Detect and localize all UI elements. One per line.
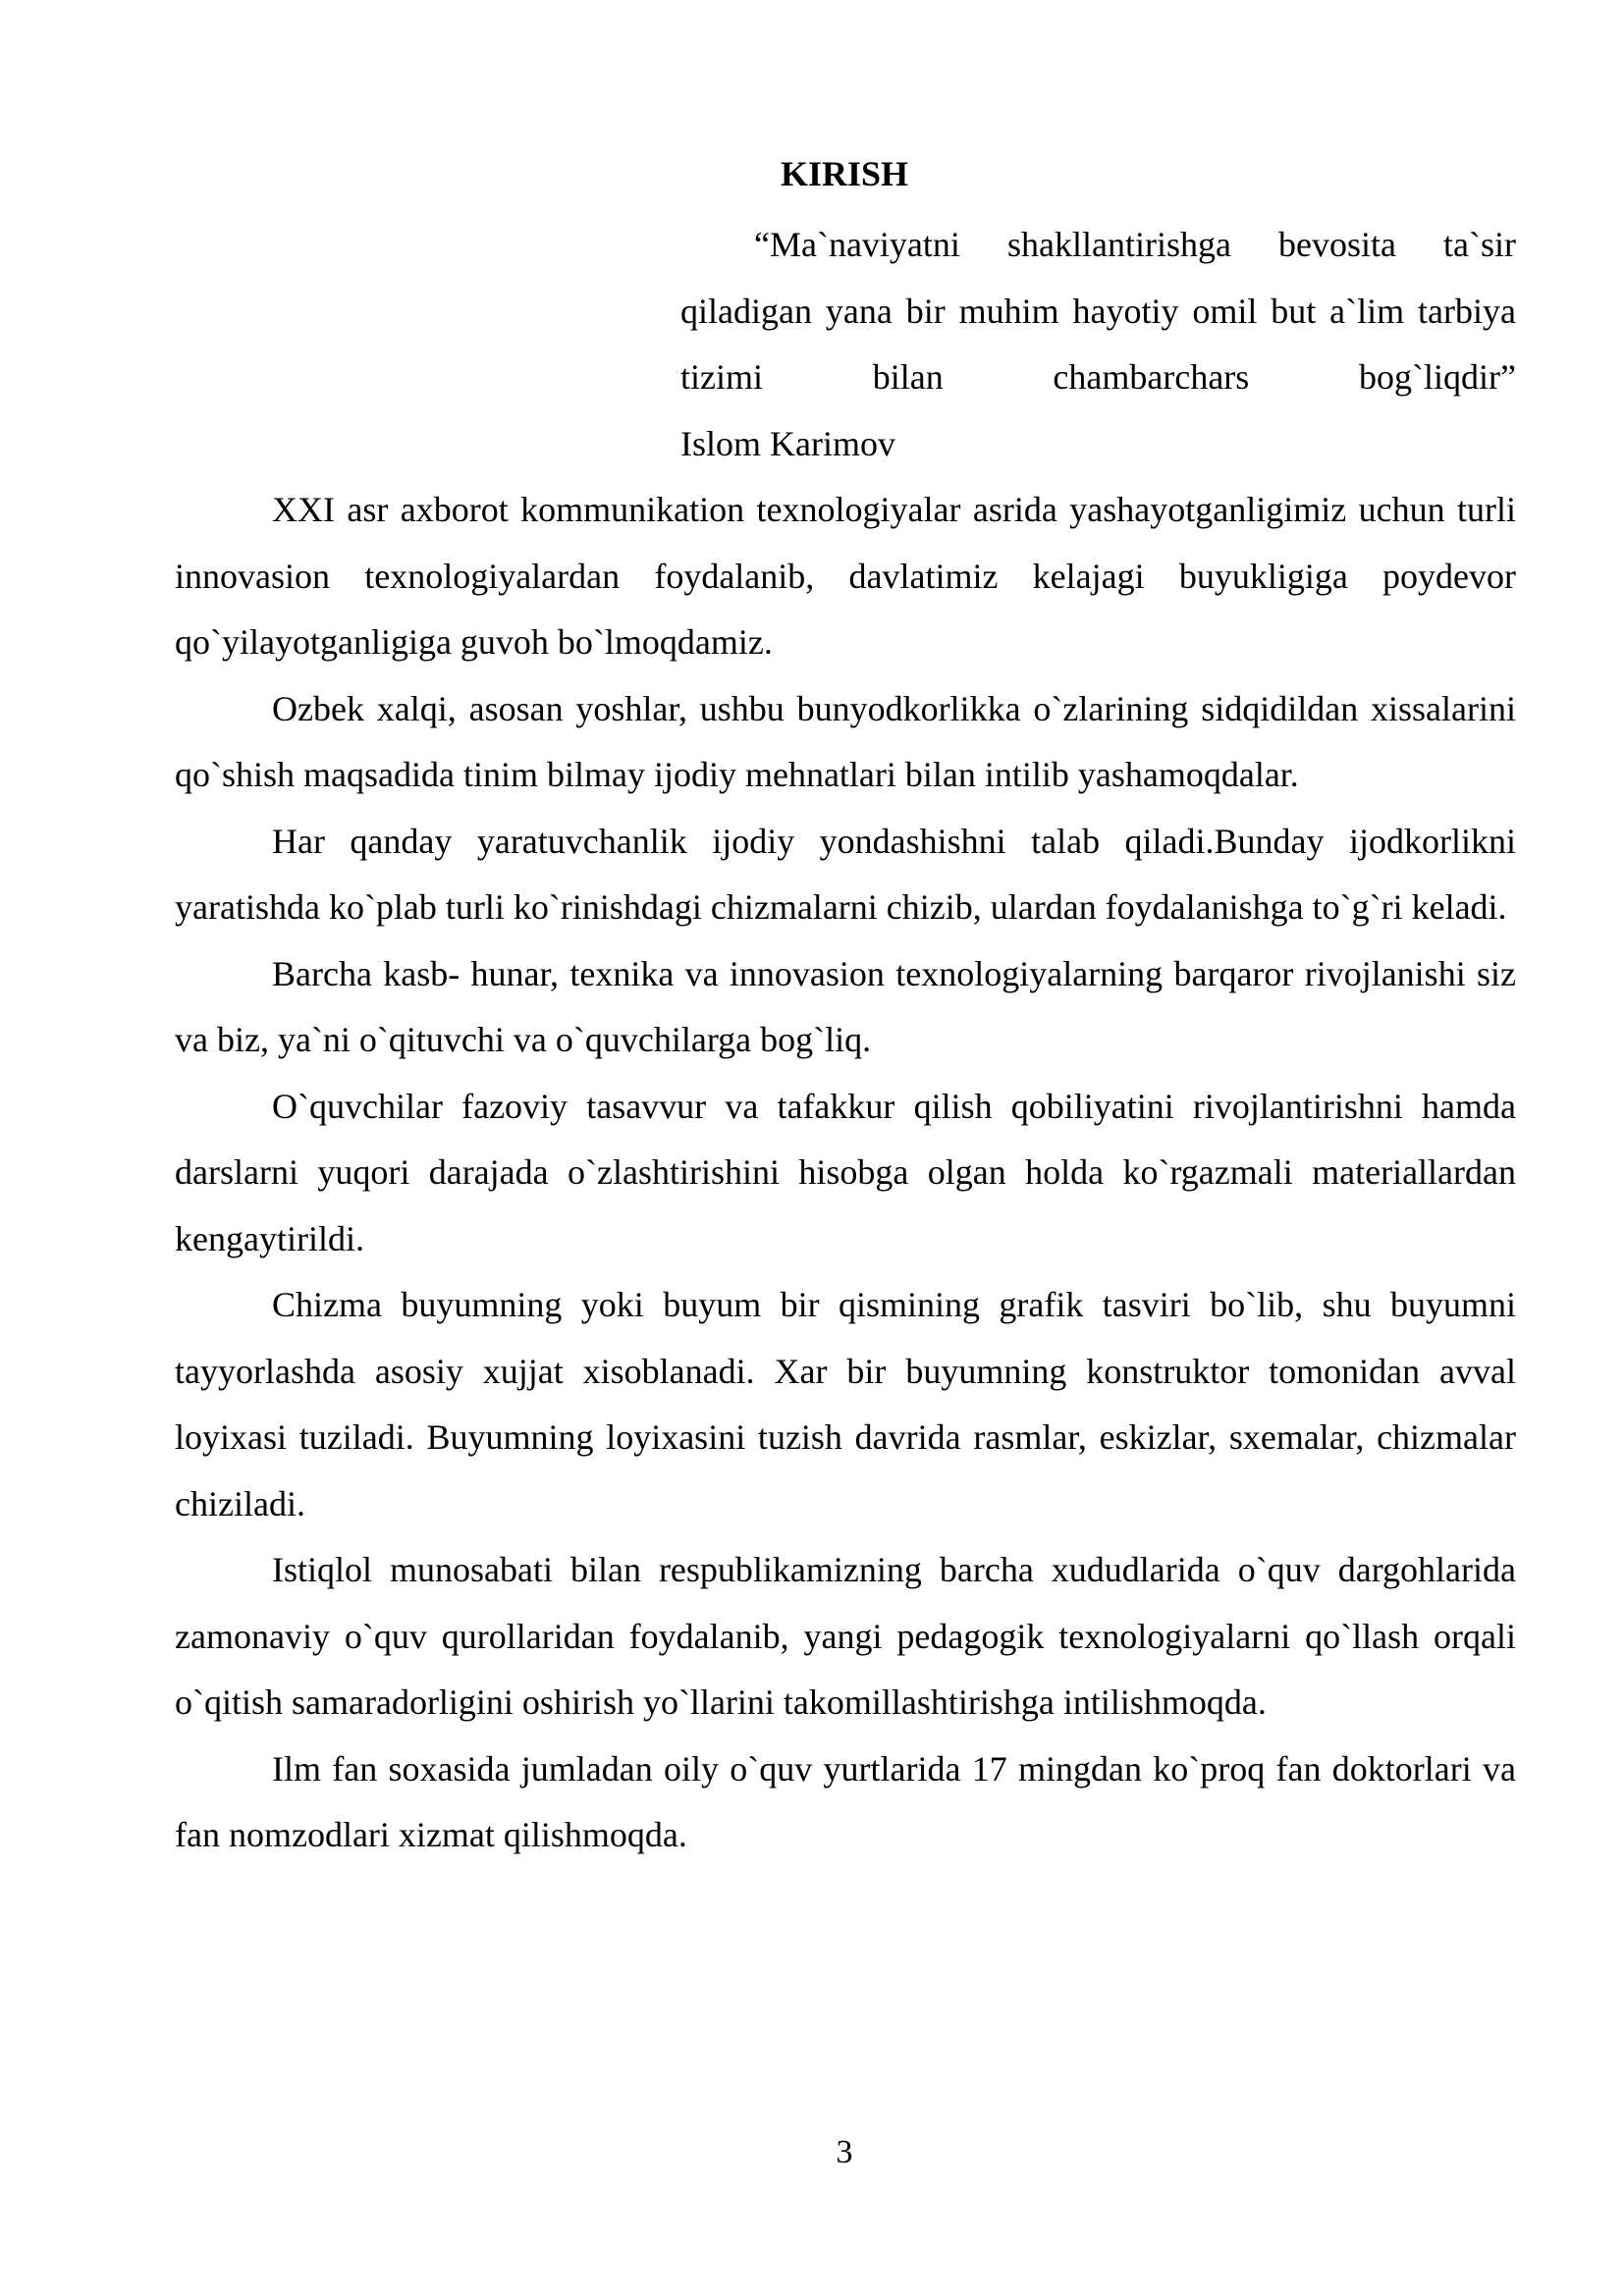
epigraph-author: Islom Karimov [680,423,895,463]
paragraph: Barcha kasb- hunar, texnika va innovasion texnologiyalarning barqaror rivojlanishi siz va biz, ya`ni o`qituvchi va o`quvchilarga bog`liq. [175,953,1516,1059]
page-number: 3 [836,2134,853,2170]
paragraph: Ozbek xalqi, asosan yoshlar, ushbu bunyodkorlikka o`zlarining sidqidildan xissalarini qo`shish maqsadida tinim bilmay ijodiy mehnatlari bilan intilib yashamoqdalar. [175,688,1516,794]
paragraph: O`quvchilar fazoviy tasavvur va tafakkur qilish qobiliyatini rivojlantirishni hamda darslarni yuqori darajada o`zlashtirishini hisobga olgan holda ko`rgazmali materiallardan kengaytirildi. [175,1086,1516,1258]
page-title: KIRISH [780,154,909,193]
epigraph [680,212,1516,477]
paragraph: Istiqlol munosabati bilan respublikamizning barcha xududlarida o`quv dargohlarida zamonaviy o`quv qurollaridan foydalanib, yangi pedagogik texnologiyalarni qo`llash orqali o`qitish samaradorligini oshirish yo`llarini takomillashtirishga intilishmoqda. [175,1550,1516,1722]
paragraph: Chizma buyumning yoki buyum bir qismining grafik tasviri bo`lib, shu buyumni tayyorlashda asosiy xujjat xisoblanadi. Xar bir buyumning konstruktor tomonidan avval loyixasi tuziladi. Buyumning loyixasini tuzish davrida rasmlar, eskizlar, sxemalar, chizmalar chiziladi. [175,1285,1516,1523]
body-text [175,477,1516,1869]
paragraph: Har qanday yaratuvchanlik ijodiy yondashishni talab qiladi.Bunday ijodkorlikni yaratishda ko`plab turli ko`rinishdagi chizmalarni chizib, ulardan foydalanishga to`g`ri keladi. [175,821,1516,927]
epigraph-quote: “Ma`naviyatni shakllantirishga bevosita ta`sir qiladigan yana bir muhim hayotiy omil but a`lim tarbiya tizimi bilan chambarchars bog`liqdir” [680,225,1516,397]
paragraph: XXI asr axborot kommunikation texnologiyalar asrida yashayotganligimiz uchun turli innovasion texnologiyalardan foydalanib, davlatimiz kelajagi buyukligiga poydevor qo`yilayotganligiga guvoh bo`lmoqdamiz. [175,490,1516,662]
paragraph: Ilm fan soxasida jumladan oily o`quv yurtlarida 17 mingdan ko`proq fan doktorlari va fan nomzodlari xizmat qilishmoqda. [175,1748,1516,1854]
